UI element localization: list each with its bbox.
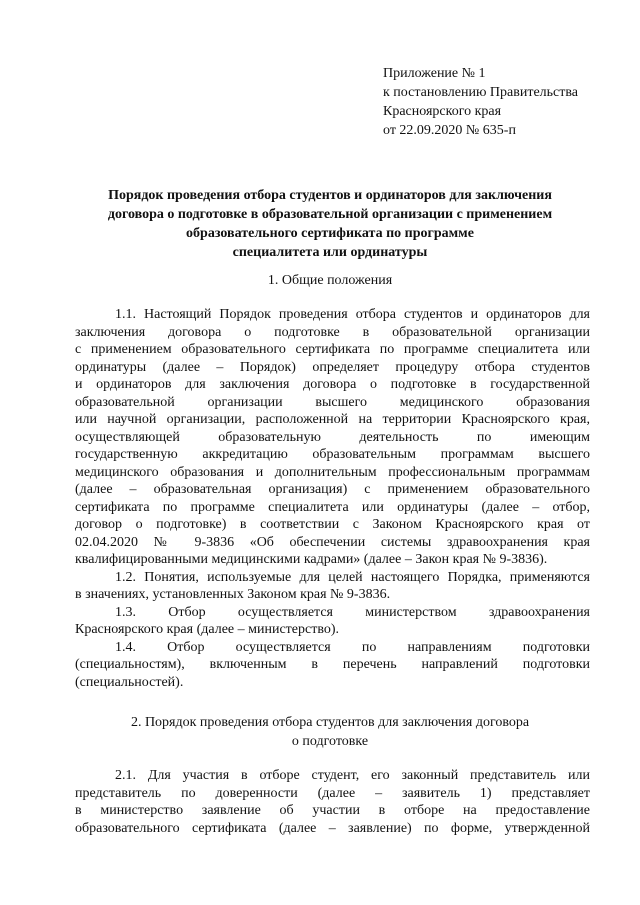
title-line: Порядок проведения отбора студентов и ординаторов для заключения bbox=[108, 188, 552, 203]
text-line: и ординаторов для заключения договора о подготовке в государственной bbox=[75, 377, 590, 392]
text-line: 1.1. Настоящий Порядок проведения отбора студентов и ординаторов для bbox=[115, 307, 590, 322]
text-line: сертификата по программе специалитета или ординатуры (далее – отбор, bbox=[75, 499, 590, 515]
text-line: ординатуры (далее – Порядок) определяет процедуру отбора студентов bbox=[75, 359, 590, 375]
text-line: медицинского образования и дополнительным профессиональным программам bbox=[75, 464, 590, 480]
text-line: квалифицированными медицинскими кадрами» (далее – Закон края № 9-3836). bbox=[75, 552, 548, 567]
text-line: осуществляющей образовательную деятельность по имеющим bbox=[75, 429, 590, 445]
text-line: образовательного сертификата (далее – заявление) по форме, утвержденной bbox=[75, 820, 590, 836]
text-line: 02.04.2020 № 9-3836 «Об обеспечении системы здравоохранения края bbox=[75, 534, 590, 550]
section-heading-text: о подготовке bbox=[291, 734, 369, 749]
text-line: 1.3. Отбор осуществляется министерством здравоохранения bbox=[115, 604, 590, 620]
text-line: с применением образовательного сертификата по программе специалитета или bbox=[75, 342, 590, 357]
text-line: (специальностей). bbox=[75, 674, 184, 690]
section-2-heading bbox=[70, 713, 590, 751]
appendix-line: к постановлению Правительства bbox=[383, 85, 579, 100]
text-line: Красноярского края (далее – министерство). bbox=[75, 622, 340, 637]
section-2-body bbox=[75, 767, 590, 837]
text-line: или научной организации, расположенной на территории Красноярского края, bbox=[75, 412, 590, 427]
text-line: 1.4. Отбор осуществляется по направлениям подготовки bbox=[115, 639, 590, 655]
appendix-line: от 22.09.2020 № 635-п bbox=[383, 123, 516, 138]
text-line: образовательной организации высшего медицинского образования bbox=[75, 394, 590, 410]
title-line: договора о подготовке в образовательной организации с применением bbox=[107, 207, 553, 222]
appendix-line: Красноярского края bbox=[383, 104, 502, 119]
text-line: представитель по доверенности (далее – заявитель 1) представляет bbox=[75, 785, 590, 801]
text-line: 1.2. Понятия, используемые для целей настоящего Порядка, применяются bbox=[115, 569, 590, 585]
text-line: в значениях, установленных Законом края № 9-3836. bbox=[75, 587, 391, 602]
text-line: в министерство заявление об участии в отборе на предоставление bbox=[75, 803, 590, 818]
text-line: государственную аккредитацию образовательным программам высшего bbox=[75, 447, 590, 462]
text-line: договор о подготовке) в соответствии с Законом Красноярского края от bbox=[75, 517, 590, 532]
text-line: (далее – образовательная организация) с применением образовательного bbox=[75, 482, 590, 497]
document-title bbox=[70, 186, 590, 262]
section-heading-text: 2. Порядок проведения отбора студентов для заключения договора bbox=[130, 715, 530, 730]
section-1-body bbox=[75, 306, 590, 691]
title-line: образовательного сертификата по программе bbox=[186, 226, 474, 241]
title-line: специалитета или ординатуры bbox=[232, 245, 428, 260]
text-line: заключения договора о подготовке в образовательной организации bbox=[75, 324, 590, 340]
text-line: (специальностям), включенным в перечень направлений подготовки bbox=[75, 657, 590, 672]
section-1-heading bbox=[70, 271, 590, 290]
appendix-line: Приложение № 1 bbox=[383, 66, 486, 81]
appendix-block bbox=[383, 64, 578, 140]
section-heading-text: 1. Общие положения bbox=[267, 273, 393, 288]
text-line: 2.1. Для участия в отборе студент, его законный представитель или bbox=[115, 768, 590, 783]
